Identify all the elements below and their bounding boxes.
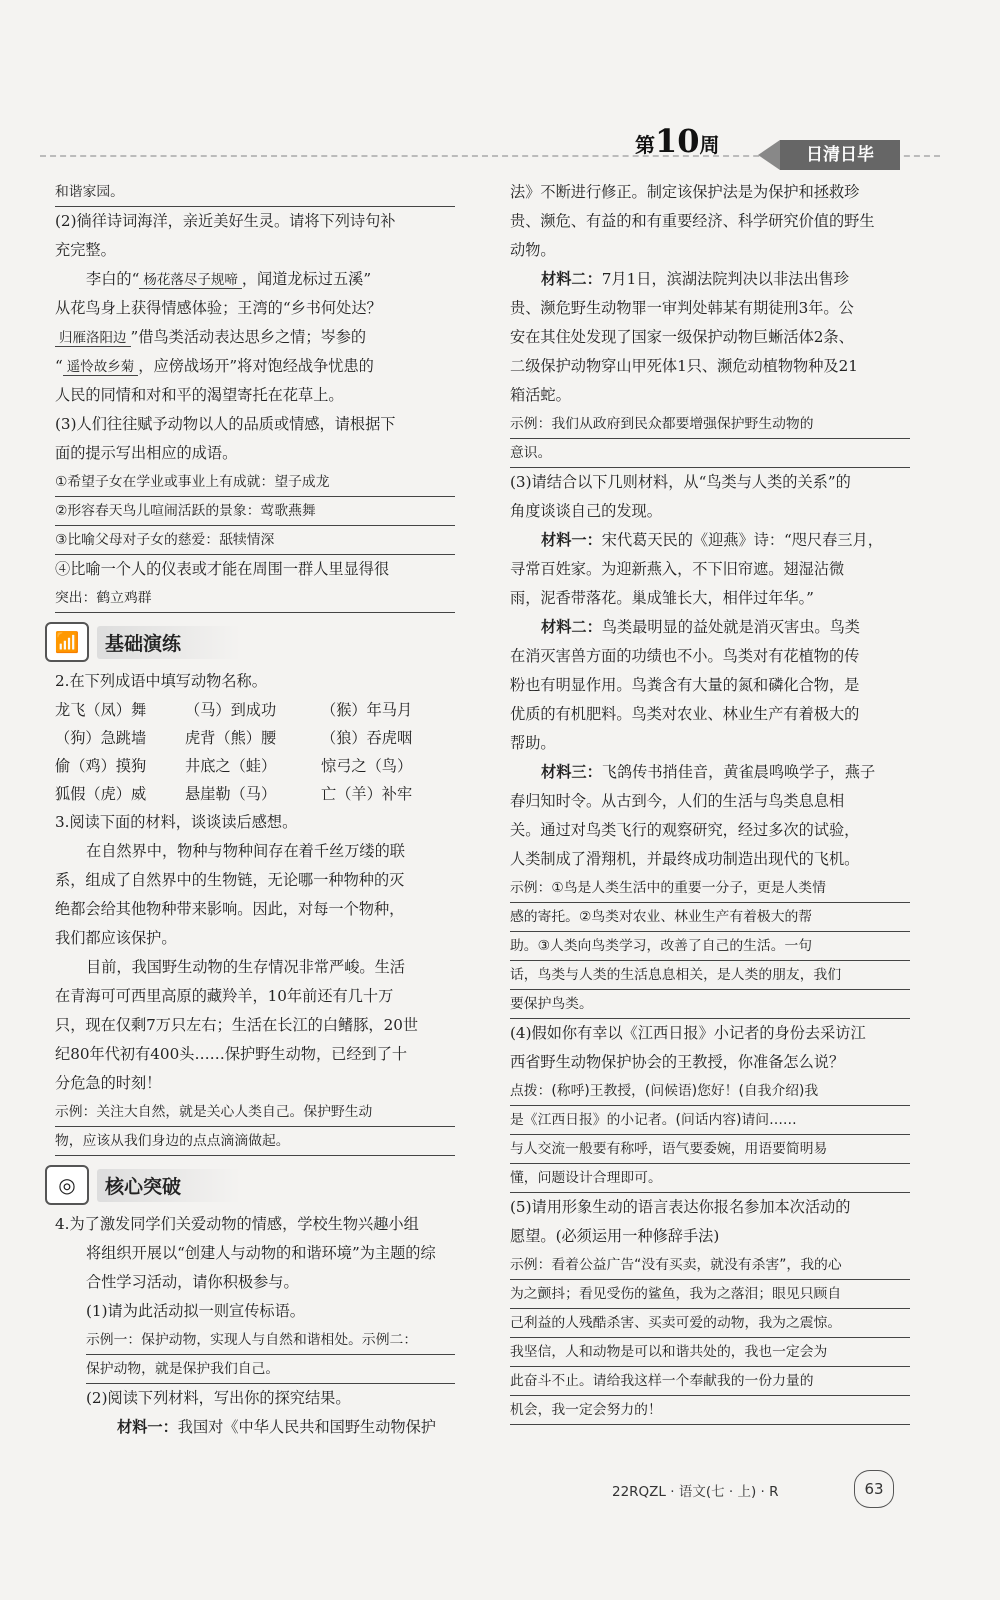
left-column bbox=[55, 178, 455, 1442]
answer-line: ②形容春天鸟儿喧闹活跃的景象：莺歌燕舞 bbox=[55, 497, 455, 526]
material-text: 法》不断进行修正。制定该保护法是为保护和拯救珍 bbox=[510, 183, 860, 201]
idiom-item: 悬崖勒（马） bbox=[185, 785, 277, 803]
question-text: 3.阅读下面的材料，谈谈读后感想。 bbox=[55, 813, 298, 831]
answer-line: 机会，我一定会努力的！ bbox=[510, 1396, 910, 1425]
idiom-item: （狗）急跳墙 bbox=[55, 729, 147, 747]
blank-answer: 杨花落尽子规啼 bbox=[139, 272, 242, 289]
poem-line: 李白的“ 杨花落尽子规啼 ，闻道龙标过五溪” bbox=[86, 270, 372, 288]
answer-line: 示例：①鸟是人类生活中的重要一分子，更是人类情 bbox=[510, 874, 910, 903]
question-text: 将组织开展以“创建人与动物的和谐环境”为主题的综 bbox=[86, 1244, 436, 1262]
answer-line: ①希望子女在学业或事业上有成就：望子成龙 bbox=[55, 468, 455, 497]
material-text: 箱活蛇。 bbox=[510, 386, 571, 404]
footer-code: 22RQZL · 语文(七 · 上) · R bbox=[612, 1484, 779, 1500]
answer-line: 与人交流一般要有称呼，语气要委婉，用语要简明易 bbox=[510, 1135, 910, 1164]
question-text: 4.为了激发同学们关爱动物的情感，学校生物兴趣小组 bbox=[55, 1215, 419, 1233]
material-text: 寻常百姓家。为迎新燕入，不下旧帘遮。翅湿沾微 bbox=[510, 560, 845, 578]
answer-line: 话，鸟类与人类的生活息息相关，是人类的朋友，我们 bbox=[510, 961, 910, 990]
passage-text: 我们都应该保护。 bbox=[55, 929, 177, 947]
idiom-item: 虎背（熊）腰 bbox=[185, 729, 277, 747]
passage-text: 在青海可可西里高原的藏羚羊，10年前还有几十万 bbox=[55, 987, 394, 1005]
answer-line: 示例：我们从政府到民众都要增强保护野生动物的 bbox=[510, 410, 910, 439]
material-text: 优质的有机肥料。鸟类对农业、林业生产有着极大的 bbox=[510, 705, 860, 723]
material-text: 贵、濒危野生动物罪一审判处韩某有期徒刑3年。公 bbox=[510, 299, 854, 317]
answer-line: 感的寄托。②鸟类对农业、林业生产有着极大的帮 bbox=[510, 903, 910, 932]
answer-line: 突出：鹤立鸡群 bbox=[55, 584, 455, 613]
material-text: 材料二：7月1日，滨湖法院判决以非法出售珍 bbox=[541, 270, 849, 288]
idiom-item: 亡（羊）补牢 bbox=[321, 785, 413, 803]
question-text: (3)人们往往赋予动物以人的品质或情感，请根据下 bbox=[55, 415, 396, 433]
question-text: (1)请为此活动拟一则宣传标语。 bbox=[86, 1302, 305, 1320]
question-text: (2)徜徉诗词海洋，亲近美好生灵。请将下列诗句补 bbox=[55, 212, 396, 230]
material-text: 贵、濒危、有益的和有重要经济、科学研究价值的野生 bbox=[510, 212, 875, 230]
poem-line: “ 遥怜故乡菊 ，应傍战场开”将对饱经战争忧患的 bbox=[55, 357, 374, 375]
passage-text: 绝都会给其他物种带来影响。因此，对每一个物种， bbox=[55, 900, 405, 918]
answer-line: 我坚信，人和动物是可以和谐共处的，我也一定会为 bbox=[510, 1338, 910, 1367]
passage-text: 系，组成了自然界中的生物链，无论哪一种物种的灭 bbox=[55, 871, 405, 889]
answer-line: 保护动物，就是保护我们自己。 bbox=[86, 1355, 455, 1384]
answer-line: 是《江西日报》的小记者。(问话内容)请问…… bbox=[510, 1106, 910, 1135]
answer-line: 懂，问题设计合理即可。 bbox=[510, 1164, 910, 1193]
answer-line: 意识。 bbox=[510, 439, 910, 468]
question-text: (5)请用形象生动的语言表达你报名参加本次活动的 bbox=[510, 1198, 851, 1216]
page-number: 63 bbox=[854, 1470, 894, 1508]
week-label: 第10周 bbox=[635, 122, 720, 160]
answer-line: ③比喻父母对子女的慈爱：舐犊情深 bbox=[55, 526, 455, 555]
passage-text: 目前，我国野生动物的生存情况非常严峻。生活 bbox=[86, 958, 405, 976]
right-column bbox=[510, 178, 910, 1425]
question-text: 充完整。 bbox=[55, 241, 116, 259]
answer-line: 物，应该从我们身边的点点滴滴做起。 bbox=[55, 1127, 455, 1156]
daily-banner: 日清日毕 bbox=[780, 140, 900, 170]
section-header-basic bbox=[45, 619, 455, 665]
material-text: 材料一：宋代葛天民的《迎燕》诗：“咫尺春三月， bbox=[541, 531, 883, 549]
question-text: 西省野生动物保护协会的王教授，你准备怎么说？ bbox=[510, 1053, 845, 1071]
passage-text: 纪80年代初有400头……保护野生动物，已经到了十 bbox=[55, 1045, 408, 1063]
material-text: 材料二：鸟类最明显的益处就是消灭害虫。鸟类 bbox=[541, 618, 860, 636]
answer-line: 为之颤抖；看见受伤的鲨鱼，我为之落泪；眼见只顾自 bbox=[510, 1280, 910, 1309]
answer-line: 点拨：(称呼)王教授，(问候语)您好！(自我介绍)我 bbox=[510, 1077, 910, 1106]
question-text: (3)请结合以下几则材料，从“鸟类与人类的关系”的 bbox=[510, 473, 851, 491]
blank-answer: 归雁洛阳边 bbox=[55, 330, 131, 347]
blank-answer: 遥怜故乡菊 bbox=[63, 359, 139, 376]
idiom-item: 井底之（蛙） bbox=[185, 757, 277, 775]
section-header-core bbox=[45, 1162, 455, 1208]
idiom-item: 惊弓之（鸟） bbox=[321, 757, 413, 775]
question-text: (2)阅读下列材料，写出你的探究结果。 bbox=[86, 1389, 351, 1407]
question-text: 面的提示写出相应的成语。 bbox=[55, 444, 238, 462]
target-icon: ◎ bbox=[45, 1165, 89, 1205]
material-text: 材料一：我国对《中华人民共和国野生动物保护 bbox=[117, 1418, 436, 1436]
passage-text: 只，现在仅剩7万只左右；生活在长江的白鳍豚，20世 bbox=[55, 1016, 419, 1034]
answer-line: 示例：关注大自然，就是关心人类自己。保护野生动 bbox=[55, 1098, 455, 1127]
bar-chart-icon: 📶 bbox=[45, 622, 89, 662]
material-text: 帮助。 bbox=[510, 734, 556, 752]
answer-line: 和谐家园。 bbox=[55, 178, 455, 207]
material-text: 粉也有明显作用。鸟粪含有大量的氮和磷化合物，是 bbox=[510, 676, 860, 694]
idiom-grid bbox=[55, 696, 455, 808]
idiom-item: （猴）年马月 bbox=[321, 701, 413, 719]
material-text: 关。通过对鸟类飞行的观察研究，经过多次的试验， bbox=[510, 821, 860, 839]
material-text: 人类制成了滑翔机，并最终成功制造出现代的飞机。 bbox=[510, 850, 860, 868]
material-text: 二级保护动物穿山甲死体1只、濒危动植物物种及21 bbox=[510, 357, 858, 375]
question-text: 角度谈谈自己的发现。 bbox=[510, 502, 662, 520]
section-title: 基础演练 bbox=[97, 626, 241, 659]
material-text: 动物。 bbox=[510, 241, 556, 259]
poem-line: 归雁洛阳边 ”借鸟类活动表达思乡之情；岑参的 bbox=[55, 323, 455, 352]
answer-line: 示例一：保护动物，实现人与自然和谐相处。示例二： bbox=[86, 1326, 455, 1355]
material-text: 春归知时令。从古到今，人们的生活与鸟类息息相 bbox=[510, 792, 845, 810]
poem-line: 从花鸟身上获得情感体验；王湾的“乡书何处达？ bbox=[55, 299, 382, 317]
answer-line: 要保护鸟类。 bbox=[510, 990, 910, 1019]
passage-text: 分危急的时刻！ bbox=[55, 1074, 162, 1092]
answer-line: 己利益的人残酷杀害、买卖可爱的动物，我为之震惊。 bbox=[510, 1309, 910, 1338]
question-text: (4)假如你有幸以《江西日报》小记者的身份去采访江 bbox=[510, 1024, 866, 1042]
material-text: 安在其住处发现了国家一级保护动物巨蜥活体2条、 bbox=[510, 328, 854, 346]
section-title: 核心突破 bbox=[97, 1169, 241, 1202]
idiom-item: 偷（鸡）摸狗 bbox=[55, 757, 147, 775]
answer-line: 此奋斗不止。请给我这样一个奉献我的一份力量的 bbox=[510, 1367, 910, 1396]
answer-line: 示例：看着公益广告“没有买卖，就没有杀害”，我的心 bbox=[510, 1251, 910, 1280]
question-text: 愿望。(必须运用一种修辞手法) bbox=[510, 1227, 720, 1245]
idiom-item: 狐假（虎）威 bbox=[55, 785, 147, 803]
idiom-item: （狼）吞虎咽 bbox=[321, 729, 413, 747]
idiom-item: （马）到成功 bbox=[185, 701, 277, 719]
material-text: 在消灭害兽方面的功绩也不小。鸟类对有花植物的传 bbox=[510, 647, 860, 665]
material-text: 雨，泥香带落花。巢成雏长大，相伴过年华。” bbox=[510, 589, 814, 607]
material-text: 材料三：飞鸽传书捎佳音，黄雀晨鸣唤学子，燕子 bbox=[541, 763, 876, 781]
poem-line: 人民的同情和对和平的渴望寄托在花草上。 bbox=[55, 386, 344, 404]
question-text: 合性学习活动，请你积极参与。 bbox=[86, 1273, 299, 1291]
question-text: ④比喻一个人的仪表或才能在周围一群人里显得很 bbox=[55, 560, 390, 578]
passage-text: 在自然界中，物种与物种间存在着千丝万缕的联 bbox=[86, 842, 405, 860]
answer-line: 助。③人类向鸟类学习，改善了自己的生活。一句 bbox=[510, 932, 910, 961]
question-text: 2.在下列成语中填写动物名称。 bbox=[55, 672, 267, 690]
idiom-item: 龙飞（凤）舞 bbox=[55, 701, 147, 719]
